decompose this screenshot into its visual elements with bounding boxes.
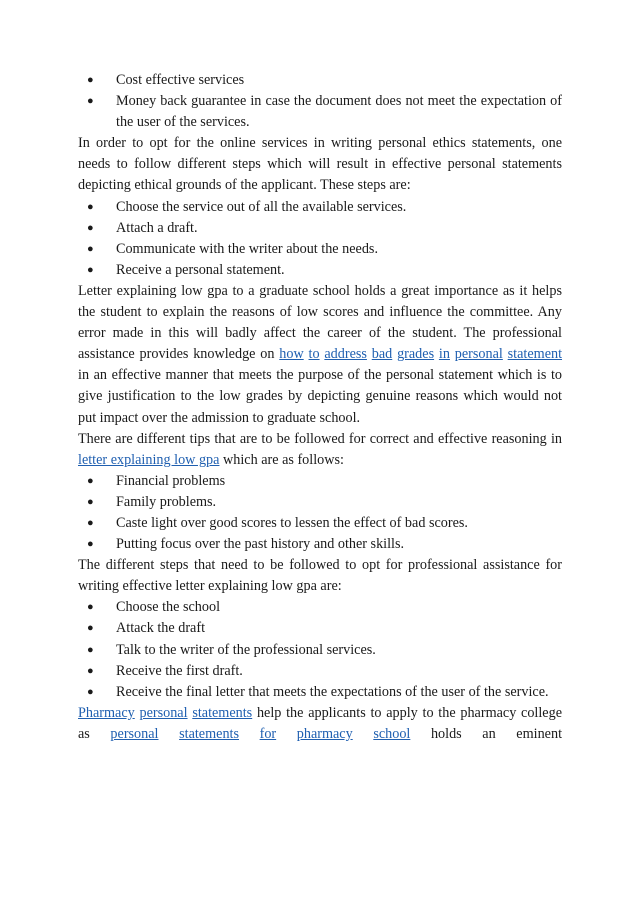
link-personal[interactable]: personal xyxy=(139,704,188,721)
link-pharmacy[interactable]: pharmacy xyxy=(296,725,353,742)
paragraph-low-gpa xyxy=(78,281,562,429)
list-item: ● Attack the draft xyxy=(78,618,562,639)
paragraph-online-services: In order to opt for the online services in writing personal ethics statements, one needs to follow different steps which will result in effective personal statements depicting ethical grounds of the applicant. These steps are: xyxy=(78,135,562,194)
bullet-list-services xyxy=(78,70,562,133)
bullet-list-professional-steps xyxy=(78,597,562,702)
paragraph-pharmacy xyxy=(78,703,562,745)
list-item: ● Receive a personal statement. xyxy=(78,260,562,281)
link-letter-explaining-low-gpa[interactable]: letter explaining low gpa xyxy=(78,451,220,468)
link-statements[interactable]: statements xyxy=(179,725,239,742)
list-item: ● Cost effective services xyxy=(78,70,562,91)
paragraph-text: which are as follows: xyxy=(219,451,344,468)
list-item: ● Receive the final letter that meets the expectations of the user of the service. xyxy=(78,682,562,703)
paragraph-text: help the applicants to apply to the pharmacy college as xyxy=(78,704,562,742)
list-item: ● Financial problems xyxy=(78,471,562,492)
link-statements[interactable]: statements xyxy=(192,704,253,721)
link-bad[interactable]: bad xyxy=(371,346,393,363)
list-item: ● Family problems. xyxy=(78,492,562,513)
document-page xyxy=(78,70,562,745)
link-how[interactable]: how xyxy=(279,346,304,363)
list-item: ● Money back guarantee in case the document does not meet the expectation of the user of the services. xyxy=(78,91,562,133)
list-item: ● Attach a draft. xyxy=(78,218,562,239)
list-item: ● Caste light over good scores to lessen the effect of bad scores. xyxy=(78,513,562,534)
list-item: ● Choose the service out of all the available services. xyxy=(78,197,562,218)
bullet-list-steps xyxy=(78,197,562,281)
link-address[interactable]: address xyxy=(324,346,367,363)
link-pharmacy[interactable]: Pharmacy xyxy=(78,704,135,721)
bullet-list-tips xyxy=(78,471,562,555)
link-grades[interactable]: grades xyxy=(397,346,435,363)
list-item: ● Talk to the writer of the professional services. xyxy=(78,640,562,661)
paragraph-tips xyxy=(78,429,562,471)
paragraph-text: Letter explaining low gpa to a graduate school holds a great importance as it helps the student to explain the reasons of low scores and influence the committee. Any error made in this will badly affect the career of the student. The professional assistance provides knowledge on xyxy=(78,282,562,363)
link-in[interactable]: in xyxy=(438,346,450,363)
paragraph-text: in an effective manner that meets the purpose of the personal statement which is to give justification to the low grades by depicting genuine reasons which would not put impact over the admission to graduate school. xyxy=(78,367,562,426)
paragraph-different-steps: The different steps that need to be followed to opt for professional assistance for writing effective letter explaining low gpa are: xyxy=(78,557,562,595)
list-item: ● Receive the first draft. xyxy=(78,661,562,682)
link-statement[interactable]: statement xyxy=(507,346,563,363)
link-for[interactable]: for xyxy=(259,725,277,742)
link-personal[interactable]: personal xyxy=(454,346,503,363)
link-to[interactable]: to xyxy=(308,346,320,363)
list-item: ● Putting focus over the past history and other skills. xyxy=(78,534,562,555)
link-personal[interactable]: personal xyxy=(110,725,159,742)
paragraph-text: holds an eminent xyxy=(410,725,563,742)
list-item: ● Communicate with the writer about the needs. xyxy=(78,239,562,260)
paragraph-text: There are different tips that are to be followed for correct and effective reasoning in xyxy=(78,430,562,447)
link-school[interactable]: school xyxy=(373,725,411,742)
list-item: ● Choose the school xyxy=(78,597,562,618)
